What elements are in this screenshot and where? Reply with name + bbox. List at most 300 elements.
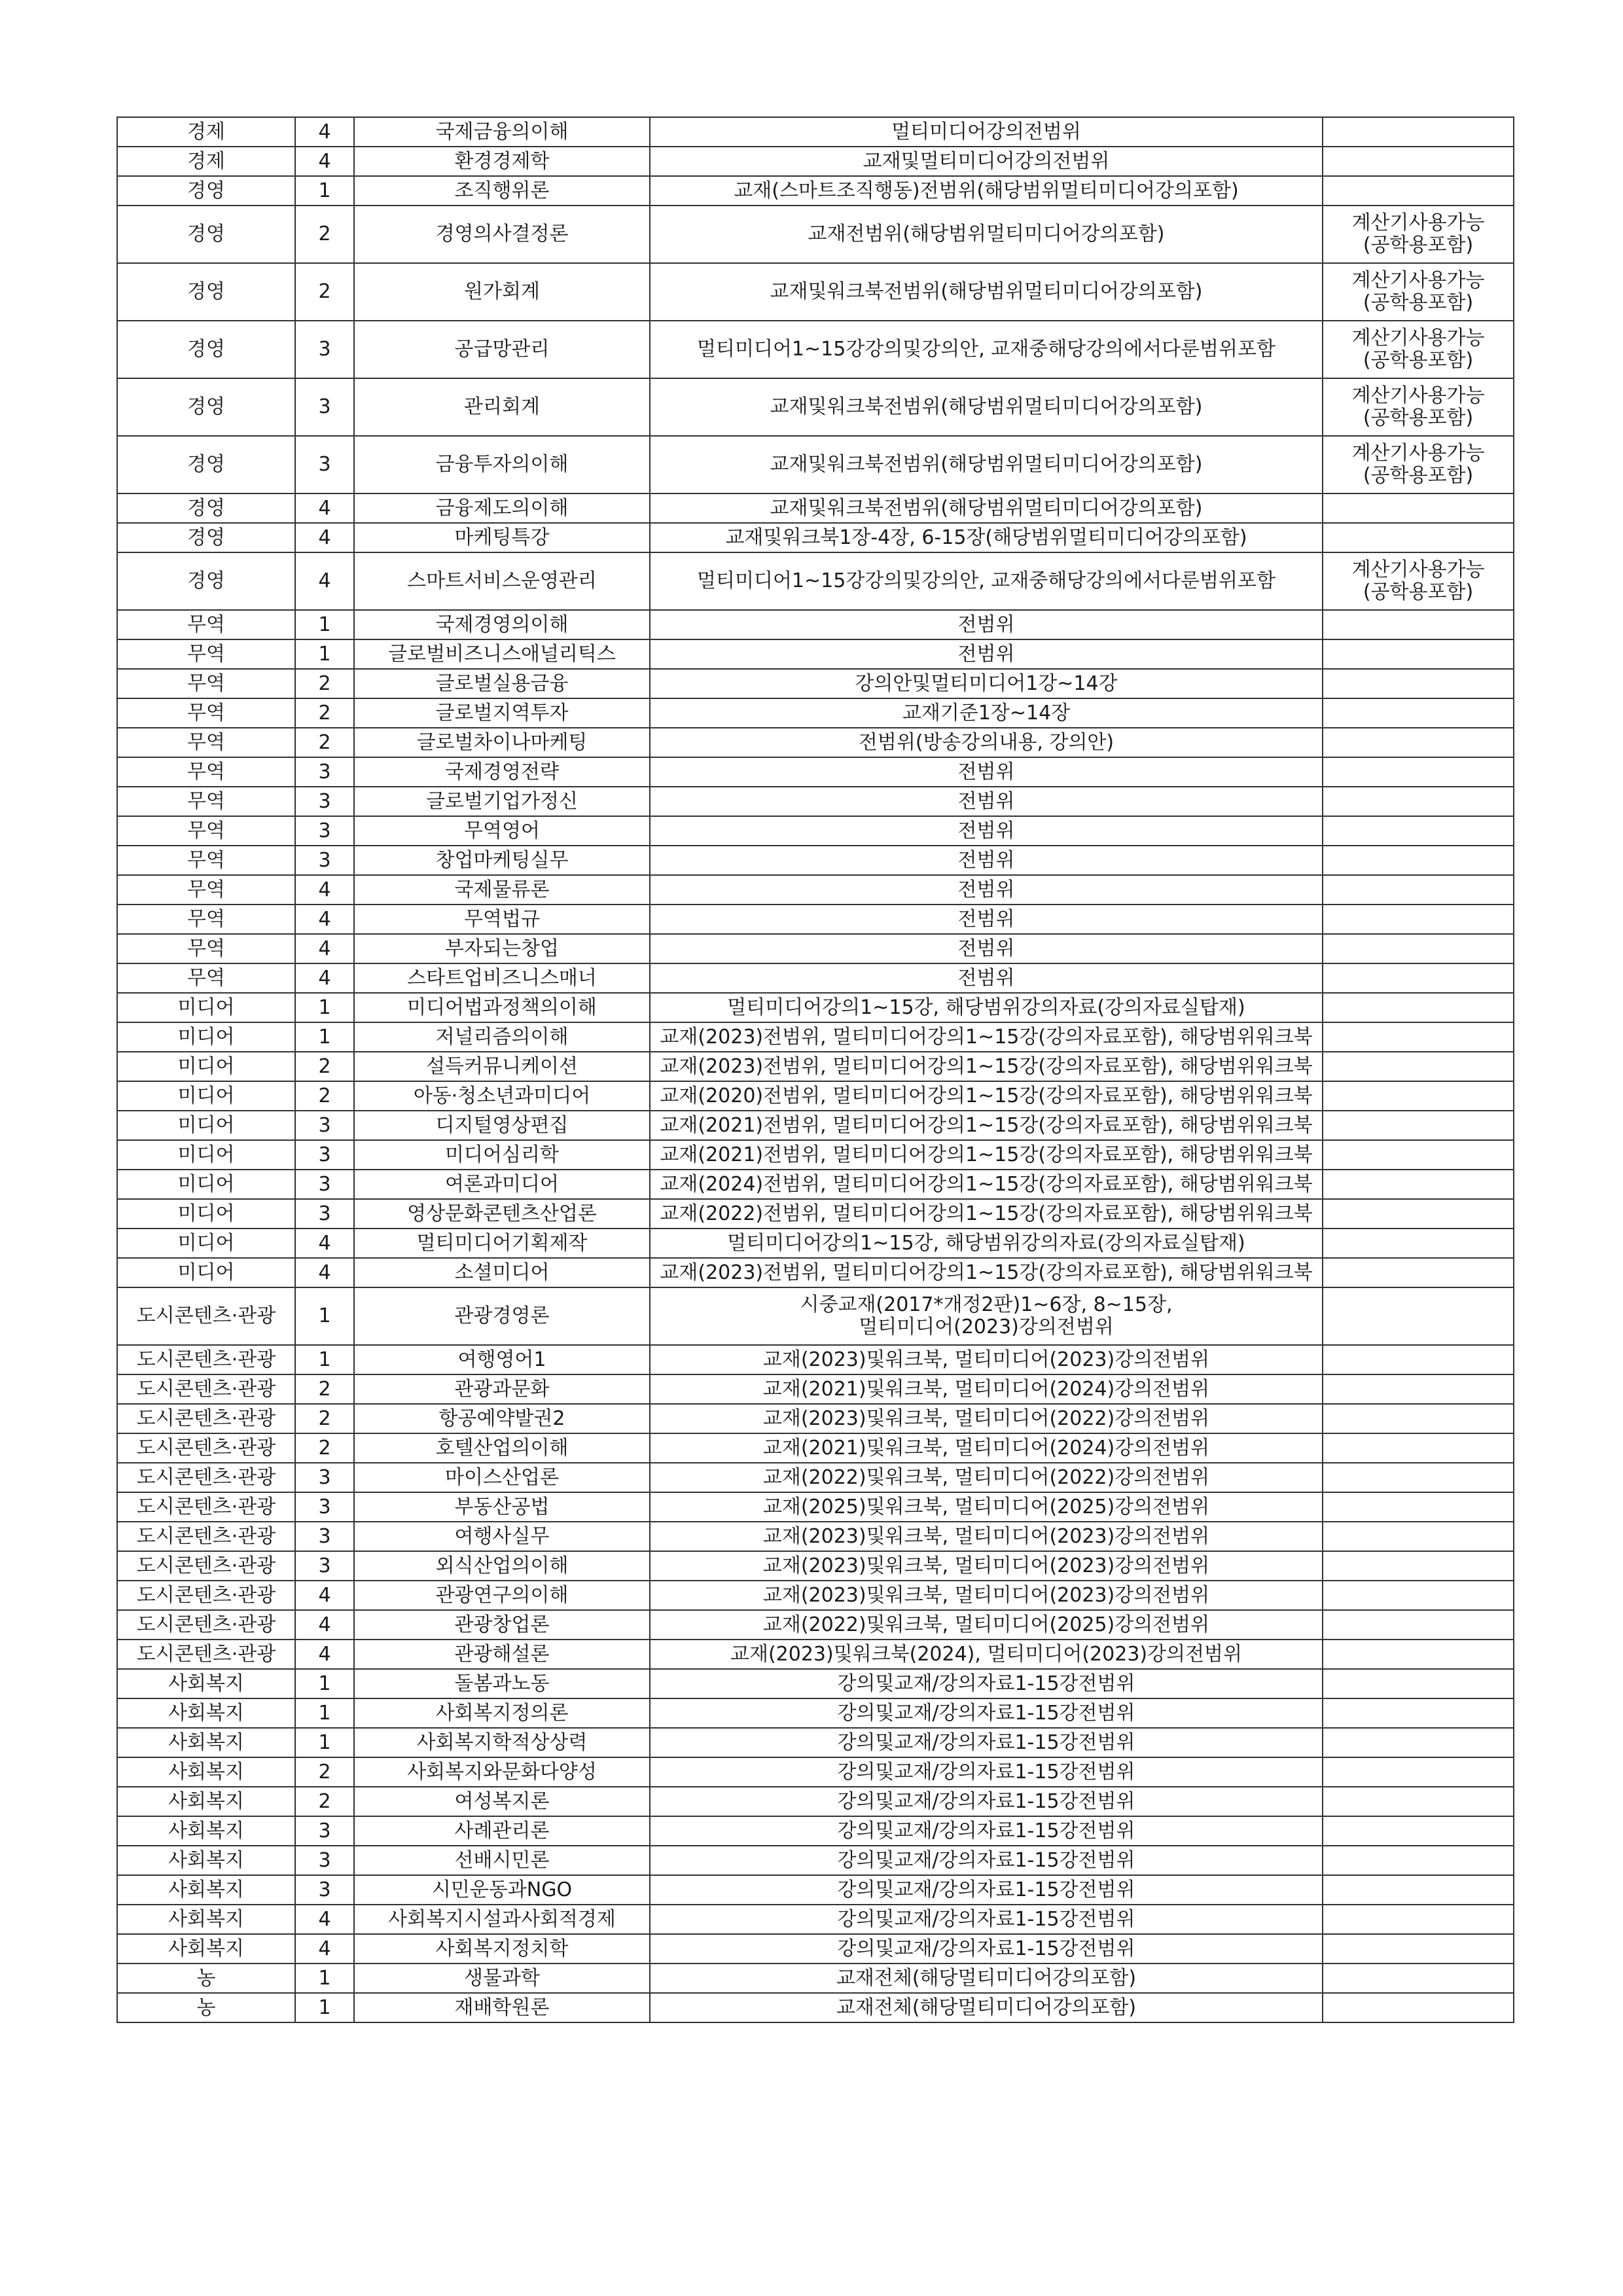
note-cell-line: 계산기사용가능 (1351, 269, 1485, 292)
exam-scope-cell (650, 1846, 1323, 1875)
exam-scope-cell-line: 교재(2023)전범위, 멀티미디어강의1~15강(강의자료포함), 해당범위워크북 (660, 1025, 1313, 1049)
table-row (117, 1581, 1514, 1610)
exam-scope-cell-line: 강의및교재/강의자료1-15강전범위 (837, 1848, 1135, 1872)
table-row (117, 875, 1514, 905)
note-cell (1323, 1905, 1514, 1934)
note-cell (1323, 934, 1514, 963)
department-cell: 미디어 (117, 1111, 295, 1140)
exam-scope-cell-line: 멀티미디어강의전범위 (891, 120, 1081, 143)
exam-scope-cell (650, 787, 1323, 816)
exam-scope-cell-line: 시중교재(2017*개정2판)1~6장, 8~15장, (800, 1293, 1173, 1316)
subject-cell: 항공예약발권2 (354, 1404, 650, 1433)
grade-cell: 3 (295, 1170, 354, 1199)
grade-cell: 1 (295, 1669, 354, 1698)
subject-cell: 환경경제학 (354, 147, 650, 176)
exam-scope-cell-line: 교재(2023)및워크북, 멀티미디어(2023)강의전범위 (762, 1348, 1210, 1371)
exam-scope-cell-line: 멀티미디어1~15강강의및강의안, 교재중해당강의에서다룬범위포함 (697, 338, 1275, 361)
exam-scope-cell (650, 934, 1323, 963)
grade-cell: 2 (295, 1404, 354, 1433)
note-cell-line: 계산기사용가능 (1351, 384, 1485, 407)
subject-cell: 미디어심리학 (354, 1140, 650, 1170)
exam-scope-cell-line: 강의및교재/강의자료1-15강전범위 (837, 1701, 1135, 1725)
table-row (117, 436, 1514, 493)
department-cell: 경영 (117, 523, 295, 552)
table-row (117, 1492, 1514, 1522)
exam-scope-cell (650, 1669, 1323, 1698)
department-cell: 도시콘텐츠·관광 (117, 1551, 295, 1581)
exam-scope-cell-line: 멀티미디어강의1~15강, 해당범위강의자료(강의자료실탑재) (727, 996, 1245, 1019)
table-row (117, 728, 1514, 757)
exam-scope-cell-line: 교재(스마트조직행동)전범위(해당범위멀티미디어강의포함) (734, 179, 1239, 202)
department-cell: 농 (117, 1964, 295, 1993)
subject-cell: 관광연구의이해 (354, 1581, 650, 1610)
department-cell: 도시콘텐츠·관광 (117, 1433, 295, 1463)
department-cell: 무역 (117, 816, 295, 846)
department-cell: 도시콘텐츠·관광 (117, 1522, 295, 1551)
department-cell: 도시콘텐츠·관광 (117, 1404, 295, 1433)
exam-scope-cell-line: 교재(2022)전범위, 멀티미디어강의1~15강(강의자료포함), 해당범위워크북 (660, 1202, 1313, 1225)
note-cell (1323, 1875, 1514, 1905)
subject-cell: 사회복지와문화다양성 (354, 1757, 650, 1787)
exam-scope-cell (650, 1052, 1323, 1081)
note-cell-line: 계산기사용가능 (1351, 442, 1485, 465)
department-cell: 무역 (117, 610, 295, 639)
note-cell (1323, 206, 1514, 263)
table-row (117, 206, 1514, 263)
grade-cell: 1 (295, 1993, 354, 2022)
exam-scope-cell (650, 698, 1323, 728)
note-cell (1323, 1081, 1514, 1111)
note-cell (1323, 176, 1514, 206)
grade-cell: 3 (295, 1816, 354, 1846)
subject-cell: 원가회계 (354, 263, 650, 321)
exam-scope-cell (650, 639, 1323, 669)
grade-cell: 3 (295, 1140, 354, 1170)
table-row (117, 1345, 1514, 1374)
grade-cell: 4 (295, 1640, 354, 1669)
subject-cell: 소셜미디어 (354, 1258, 650, 1287)
grade-cell: 3 (295, 1199, 354, 1229)
exam-scope-cell-line: 교재및워크북전범위(해당범위멀티미디어강의포함) (770, 280, 1203, 303)
subject-cell: 경영의사결정론 (354, 206, 650, 263)
note-cell (1323, 523, 1514, 552)
exam-scope-cell (650, 1698, 1323, 1728)
grade-cell: 2 (295, 1081, 354, 1111)
department-cell: 사회복지 (117, 1934, 295, 1964)
table-row (117, 610, 1514, 639)
exam-scope-cell-line: 강의및교재/강의자료1-15강전범위 (837, 1760, 1135, 1784)
note-cell (1323, 1964, 1514, 1993)
exam-scope-cell-line: 강의및교재/강의자료1-15강전범위 (837, 1878, 1135, 1901)
table-row (117, 176, 1514, 206)
exam-scope-cell-line: 멀티미디어(2023)강의전범위 (859, 1316, 1114, 1338)
department-cell: 사회복지 (117, 1875, 295, 1905)
table-row (117, 378, 1514, 436)
subject-cell: 디지털영상편집 (354, 1111, 650, 1140)
note-cell (1323, 816, 1514, 846)
department-cell: 사회복지 (117, 1728, 295, 1757)
note-cell (1323, 1698, 1514, 1728)
grade-cell: 1 (295, 176, 354, 206)
table-row (117, 1964, 1514, 1993)
table-row (117, 493, 1514, 523)
note-cell (1323, 1934, 1514, 1964)
grade-cell: 3 (295, 1463, 354, 1492)
exam-scope-cell (650, 206, 1323, 263)
department-cell: 무역 (117, 757, 295, 787)
table-row (117, 1287, 1514, 1345)
exam-scope-cell (650, 905, 1323, 934)
exam-scope-cell-line: 전범위 (957, 966, 1015, 990)
exam-scope-cell-line: 강의및교재/강의자료1-15강전범위 (837, 1907, 1135, 1931)
exam-scope-cell-line: 교재(2023)및워크북, 멀티미디어(2023)강의전범위 (762, 1583, 1210, 1607)
table-row (117, 1140, 1514, 1170)
note-cell (1323, 1052, 1514, 1081)
table-row (117, 1905, 1514, 1934)
exam-scope-cell (650, 1551, 1323, 1581)
grade-cell: 3 (295, 757, 354, 787)
note-cell (1323, 1757, 1514, 1787)
subject-cell: 영상문화콘텐츠산업론 (354, 1199, 650, 1229)
subject-cell: 설득커뮤니케이션 (354, 1052, 650, 1081)
subject-cell: 외식산업의이해 (354, 1551, 650, 1581)
exam-scope-cell-line: 교재(2023)및워크북, 멀티미디어(2023)강의전범위 (762, 1524, 1210, 1548)
subject-cell: 재배학원론 (354, 1993, 650, 2022)
grade-cell: 3 (295, 1522, 354, 1551)
table-row (117, 1640, 1514, 1669)
grade-cell: 2 (295, 263, 354, 321)
grade-cell: 4 (295, 1229, 354, 1258)
subject-cell: 부동산공법 (354, 1492, 650, 1522)
grade-cell: 3 (295, 321, 354, 378)
department-cell: 미디어 (117, 1140, 295, 1170)
grade-cell: 4 (295, 875, 354, 905)
department-cell: 미디어 (117, 1258, 295, 1287)
note-cell (1323, 1816, 1514, 1846)
grade-cell: 4 (295, 147, 354, 176)
note-cell-line: (공학용포함) (1363, 234, 1474, 257)
note-cell (1323, 1492, 1514, 1522)
table-row (117, 1433, 1514, 1463)
table-row (117, 1170, 1514, 1199)
grade-cell: 4 (295, 1258, 354, 1287)
note-cell (1323, 728, 1514, 757)
grade-cell: 4 (295, 1610, 354, 1640)
exam-scope-cell-line: 멀티미디어1~15강강의및강의안, 교재중해당강의에서다룬범위포함 (697, 569, 1275, 592)
table-row (117, 1728, 1514, 1757)
subject-cell: 국제금융의이해 (354, 117, 650, 147)
subject-cell: 저널리즘의이해 (354, 1022, 650, 1052)
note-cell (1323, 905, 1514, 934)
subject-cell: 사회복지시설과사회적경제 (354, 1905, 650, 1934)
subject-cell: 돌봄과노동 (354, 1669, 650, 1698)
department-cell: 경영 (117, 321, 295, 378)
note-cell (1323, 1463, 1514, 1492)
subject-cell: 아동·청소년과미디어 (354, 1081, 650, 1111)
department-cell: 미디어 (117, 1081, 295, 1111)
grade-cell: 3 (295, 1846, 354, 1875)
exam-scope-cell-line: 전범위 (957, 760, 1015, 783)
department-cell: 사회복지 (117, 1669, 295, 1698)
exam-scope-cell (650, 1787, 1323, 1816)
exam-scope-cell (650, 493, 1323, 523)
note-cell (1323, 1229, 1514, 1258)
note-cell (1323, 757, 1514, 787)
department-cell: 농 (117, 1993, 295, 2022)
grade-cell: 1 (295, 1287, 354, 1345)
note-cell (1323, 1433, 1514, 1463)
department-cell: 도시콘텐츠·관광 (117, 1492, 295, 1522)
grade-cell: 3 (295, 436, 354, 493)
table-row (117, 757, 1514, 787)
note-cell-line: (공학용포함) (1363, 291, 1474, 314)
exam-scope-cell (650, 1022, 1323, 1052)
note-cell (1323, 493, 1514, 523)
note-cell (1323, 1287, 1514, 1345)
grade-cell: 2 (295, 1052, 354, 1081)
table-row (117, 1404, 1514, 1433)
table-row (117, 1993, 1514, 2022)
department-cell: 경영 (117, 552, 295, 610)
subject-cell: 공급망관리 (354, 321, 650, 378)
exam-scope-cell (650, 523, 1323, 552)
subject-cell: 마케팅특강 (354, 523, 650, 552)
grade-cell: 4 (295, 905, 354, 934)
grade-cell: 1 (295, 639, 354, 669)
grade-cell: 1 (295, 1345, 354, 1374)
table-row (117, 1610, 1514, 1640)
exam-scope-cell (650, 1964, 1323, 1993)
exam-scope-cell-line: 교재(2020)전범위, 멀티미디어강의1~15강(강의자료포함), 해당범위워크북 (660, 1084, 1313, 1107)
department-cell: 경영 (117, 263, 295, 321)
grade-cell: 3 (295, 787, 354, 816)
note-cell (1323, 1199, 1514, 1229)
subject-cell: 스마트서비스운영관리 (354, 552, 650, 610)
note-cell (1323, 787, 1514, 816)
exam-scope-cell-line: 교재및워크북전범위(해당범위멀티미디어강의포함) (770, 453, 1203, 476)
department-cell: 경영 (117, 176, 295, 206)
note-cell (1323, 1581, 1514, 1610)
department-cell: 무역 (117, 846, 295, 875)
grade-cell: 3 (295, 846, 354, 875)
subject-cell: 사례관리론 (354, 1816, 650, 1846)
table-row (117, 1111, 1514, 1140)
exam-scope-cell-line: 강의및교재/강의자료1-15강전범위 (837, 1937, 1135, 1960)
grade-cell: 2 (295, 698, 354, 728)
department-cell: 경제 (117, 147, 295, 176)
note-cell (1323, 1522, 1514, 1551)
grade-cell: 4 (295, 934, 354, 963)
note-cell (1323, 669, 1514, 698)
exam-scope-cell (650, 875, 1323, 905)
exam-scope-cell-line: 교재기준1장~14장 (902, 701, 1071, 725)
exam-scope-cell-line: 강의및교재/강의자료1-15강전범위 (837, 1819, 1135, 1842)
department-cell: 도시콘텐츠·관광 (117, 1345, 295, 1374)
subject-cell: 마이스산업론 (354, 1463, 650, 1492)
grade-cell: 1 (295, 1698, 354, 1728)
grade-cell: 4 (295, 117, 354, 147)
department-cell: 무역 (117, 787, 295, 816)
department-cell: 사회복지 (117, 1846, 295, 1875)
exam-scope-cell-line: 전범위 (957, 789, 1015, 813)
subject-cell: 창업마케팅실무 (354, 846, 650, 875)
note-cell-line: (공학용포함) (1363, 349, 1474, 372)
department-cell: 사회복지 (117, 1757, 295, 1787)
department-cell: 무역 (117, 934, 295, 963)
note-cell (1323, 378, 1514, 436)
note-cell (1323, 993, 1514, 1022)
note-cell (1323, 1787, 1514, 1816)
subject-cell: 관광창업론 (354, 1610, 650, 1640)
exam-scope-cell (650, 1374, 1323, 1404)
exam-scope-cell-line: 전범위 (957, 907, 1015, 931)
grade-cell: 3 (295, 1492, 354, 1522)
table-row (117, 1816, 1514, 1846)
exam-scope-cell-line: 교재(2023)및워크북(2024), 멀티미디어(2023)강의전범위 (730, 1642, 1243, 1666)
exam-scope-cell (650, 1404, 1323, 1433)
department-cell: 도시콘텐츠·관광 (117, 1287, 295, 1345)
grade-cell: 1 (295, 610, 354, 639)
exam-scope-cell (650, 147, 1323, 176)
table-row (117, 117, 1514, 147)
subject-cell: 멀티미디어기획제작 (354, 1229, 650, 1258)
note-cell (1323, 846, 1514, 875)
exam-scope-cell-line: 전범위 (957, 937, 1015, 960)
table-row (117, 1052, 1514, 1081)
subject-cell: 조직행위론 (354, 176, 650, 206)
subject-cell: 국제경영전략 (354, 757, 650, 787)
exam-scope-cell-line: 교재(2021)전범위, 멀티미디어강의1~15강(강의자료포함), 해당범위워크북 (660, 1143, 1313, 1166)
exam-scope-cell (650, 1433, 1323, 1463)
exam-scope-cell-line: 전범위(방송강의내용, 강의안) (858, 730, 1115, 754)
table-row (117, 846, 1514, 875)
subject-cell: 관리회계 (354, 378, 650, 436)
subject-cell: 선배시민론 (354, 1846, 650, 1875)
exam-scope-cell-line: 전범위 (957, 642, 1015, 666)
department-cell: 미디어 (117, 1229, 295, 1258)
department-cell: 사회복지 (117, 1787, 295, 1816)
grade-cell: 2 (295, 1374, 354, 1404)
exam-scope-cell (650, 1581, 1323, 1610)
department-cell: 도시콘텐츠·관광 (117, 1374, 295, 1404)
note-cell (1323, 1170, 1514, 1199)
note-cell (1323, 1022, 1514, 1052)
exam-scope-cell-line: 교재(2021)및워크북, 멀티미디어(2024)강의전범위 (762, 1436, 1210, 1460)
department-cell: 무역 (117, 875, 295, 905)
exam-scope-cell (650, 757, 1323, 787)
exam-scope-cell (650, 117, 1323, 147)
exam-scope-cell (650, 1345, 1323, 1374)
exam-scope-cell-line: 강의및교재/강의자료1-15강전범위 (837, 1731, 1135, 1754)
table-row (117, 1669, 1514, 1698)
subject-cell: 글로벌비즈니스애널리틱스 (354, 639, 650, 669)
department-cell: 미디어 (117, 1199, 295, 1229)
exam-scope-cell (650, 1199, 1323, 1229)
note-cell (1323, 963, 1514, 993)
grade-cell: 4 (295, 493, 354, 523)
grade-cell: 4 (295, 1905, 354, 1934)
exam-scope-cell-line: 교재(2023)및워크북, 멀티미디어(2023)강의전범위 (762, 1554, 1210, 1577)
grade-cell: 1 (295, 1964, 354, 1993)
department-cell: 도시콘텐츠·관광 (117, 1640, 295, 1669)
exam-scope-cell (650, 1170, 1323, 1199)
subject-cell: 글로벌기업가정신 (354, 787, 650, 816)
exam-scope-cell-line: 교재(2021)전범위, 멀티미디어강의1~15강(강의자료포함), 해당범위워크북 (660, 1113, 1313, 1137)
exam-scope-cell (650, 1993, 1323, 2022)
grade-cell: 2 (295, 1433, 354, 1463)
table-row (117, 934, 1514, 963)
grade-cell: 4 (295, 963, 354, 993)
table-row (117, 669, 1514, 698)
subject-cell: 호텔산업의이해 (354, 1433, 650, 1463)
department-cell: 무역 (117, 728, 295, 757)
department-cell: 사회복지 (117, 1698, 295, 1728)
note-cell (1323, 1551, 1514, 1581)
exam-scope-cell (650, 1229, 1323, 1258)
exam-scope-cell (650, 1728, 1323, 1757)
subject-cell: 금융제도의이해 (354, 493, 650, 523)
subject-cell: 시민운동과NGO (354, 1875, 650, 1905)
table-row (117, 321, 1514, 378)
exam-scope-cell (650, 1287, 1323, 1345)
department-cell: 무역 (117, 698, 295, 728)
subject-cell: 여행영어1 (354, 1345, 650, 1374)
exam-scope-cell (650, 176, 1323, 206)
department-cell: 경영 (117, 493, 295, 523)
subject-cell: 무역영어 (354, 816, 650, 846)
table-row (117, 1757, 1514, 1787)
note-cell (1323, 1846, 1514, 1875)
grade-cell: 4 (295, 1581, 354, 1610)
grade-cell: 4 (295, 552, 354, 610)
note-cell (1323, 639, 1514, 669)
exam-scope-cell-line: 강의및교재/강의자료1-15강전범위 (837, 1789, 1135, 1813)
note-cell (1323, 1993, 1514, 2022)
exam-scope-cell-line: 교재및워크북1장-4장, 6-15장(해당범위멀티미디어강의포함) (725, 526, 1247, 549)
grade-cell: 4 (295, 1934, 354, 1964)
note-cell-line: 계산기사용가능 (1351, 327, 1485, 350)
department-cell: 미디어 (117, 1052, 295, 1081)
exam-scope-cell (650, 1522, 1323, 1551)
exam-scope-cell (650, 1258, 1323, 1287)
exam-scope-table-body (117, 117, 1514, 2022)
subject-cell: 관광경영론 (354, 1287, 650, 1345)
table-row (117, 1374, 1514, 1404)
department-cell: 무역 (117, 669, 295, 698)
exam-scope-cell (650, 846, 1323, 875)
subject-cell: 무역법규 (354, 905, 650, 934)
department-cell: 경영 (117, 436, 295, 493)
exam-scope-cell-line: 교재(2023)및워크북, 멀티미디어(2022)강의전범위 (762, 1407, 1210, 1430)
exam-scope-cell (650, 1492, 1323, 1522)
table-row (117, 816, 1514, 846)
note-cell (1323, 1111, 1514, 1140)
grade-cell: 2 (295, 669, 354, 698)
exam-scope-cell (650, 263, 1323, 321)
exam-scope-cell (650, 1610, 1323, 1640)
exam-scope-cell (650, 1463, 1323, 1492)
department-cell: 무역 (117, 905, 295, 934)
exam-scope-cell-line: 강의안및멀티미디어1강~14강 (855, 672, 1118, 695)
subject-cell: 글로벌지역투자 (354, 698, 650, 728)
note-cell-line: (공학용포함) (1363, 581, 1474, 603)
table-row (117, 1787, 1514, 1816)
exam-scope-cell-line: 교재전체(해당멀티미디어강의포함) (836, 1966, 1137, 1990)
grade-cell: 2 (295, 206, 354, 263)
exam-scope-cell (650, 669, 1323, 698)
table-row (117, 263, 1514, 321)
subject-cell: 국제경영의이해 (354, 610, 650, 639)
